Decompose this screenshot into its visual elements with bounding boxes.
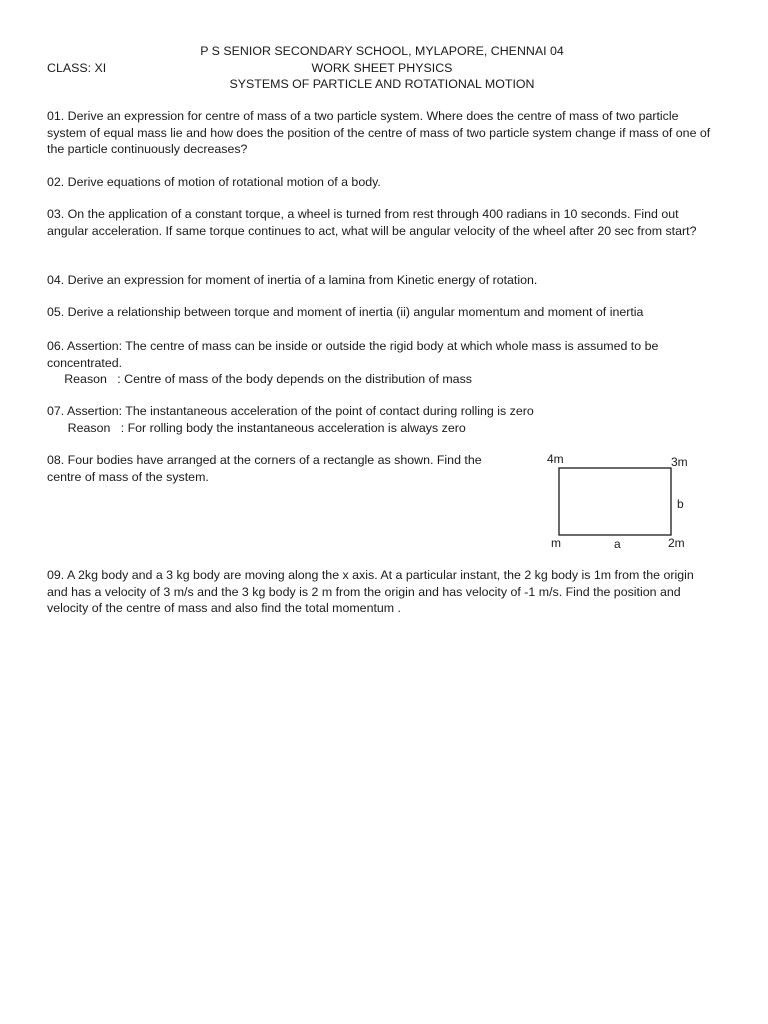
mass-label-top-right: 3m <box>671 455 688 469</box>
question-1 <box>47 108 717 158</box>
mass-label-bottom-left: m <box>551 536 561 550</box>
question-6-assertion: 06. Assertion: The centre of mass can be inside or outside the rigid body at which whole mass is assumed to be concentrated. <box>47 339 659 370</box>
rectangle-mass-diagram <box>542 450 717 555</box>
question-9 <box>47 567 717 617</box>
mass-label-bottom-right: 2m <box>668 536 685 550</box>
question-3-text: 03. On the application of a constant torque, a wheel is turned from rest through 400 radians in 10 seconds. Find out angular acceleration. If same torque continues to act, what will be angular velocity of the wheel after 20 sec from start? <box>47 207 697 238</box>
question-1-text: 01. Derive an expression for centre of mass of a two particle system. Where does the centre of mass of two particle system of equal mass lie and how does the position of the centre of mass of two particle system change if mass of one of the particle continuously decreases? <box>47 109 711 156</box>
question-2-text: 02. Derive equations of motion of rotational motion of a body. <box>47 175 381 189</box>
class-label: CLASS: XI <box>47 60 107 75</box>
worksheet-header <box>47 43 717 93</box>
question-5 <box>47 304 717 321</box>
question-9-text: 09. A 2kg body and a 3 kg body are moving along the x axis. At a particular instant, the 2 kg body is 1m from the origin and has a velocity of 3 m/s and the 3 kg body is 2 m from the origin and has velocity of -1 m/s. Find the position and velocity of the centre of mass and also find the total momentum . <box>47 568 694 615</box>
question-8-text: 08. Four bodies have arranged at the corners of a rectangle as shown. Find the centre of mass of the system. <box>47 453 482 484</box>
question-2 <box>47 174 717 191</box>
mass-label-top-left: 4m <box>547 452 564 466</box>
question-4-text: 04. Derive an expression for moment of inertia of a lamina from Kinetic energy of rotation. <box>47 273 538 287</box>
question-6 <box>47 338 717 388</box>
question-7 <box>47 403 717 436</box>
question-3 <box>47 206 717 239</box>
question-4 <box>47 272 717 289</box>
worksheet-title: WORK SHEET PHYSICS <box>311 60 453 75</box>
base-label-a: a <box>614 537 621 551</box>
question-5-text: 05. Derive a relationship between torque and moment of inertia (ii) angular momentum and moment of inertia <box>47 305 644 319</box>
question-7-assertion: 07. Assertion: The instantaneous acceleration of the point of contact during rolling is zero <box>47 404 534 418</box>
rectangle-outline <box>542 450 717 555</box>
question-7-reason: Reason : For rolling body the instantaneous acceleration is always zero <box>47 420 466 435</box>
school-name: P S SENIOR SECONDARY SCHOOL, MYLAPORE, CHENNAI 04 <box>200 44 564 58</box>
question-6-reason: Reason : Centre of mass of the body depends on the distribution of mass <box>47 372 472 386</box>
worksheet-topic: SYSTEMS OF PARTICLE AND ROTATIONAL MOTION <box>229 77 535 91</box>
side-label-b: b <box>677 497 684 511</box>
